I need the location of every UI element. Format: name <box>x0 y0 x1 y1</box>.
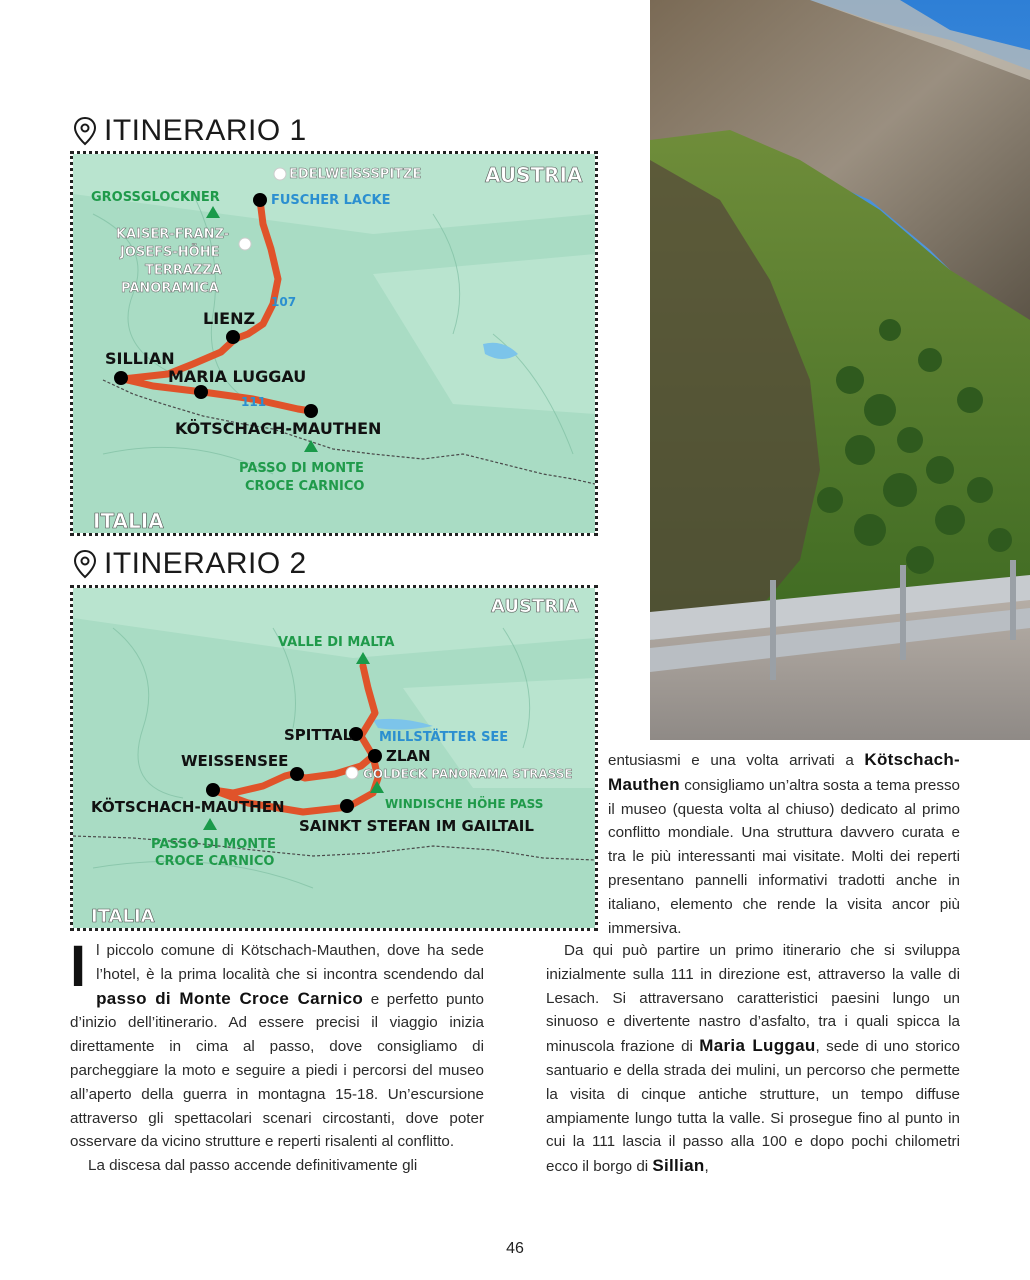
right-column-bottom-text <box>546 939 960 1179</box>
location-pin-icon <box>72 116 98 146</box>
stop-marker-zlan <box>368 749 382 763</box>
country-label-austria: AUSTRIA <box>491 596 579 617</box>
stop-marker-weissensee <box>290 767 304 781</box>
country-label-italia: ITALIA <box>93 509 164 533</box>
poi-marker-goldeck <box>346 767 358 779</box>
text-span: Da qui può partire un primo itinerario che si sviluppa inizialmente sulla 111 in direzione est, attraverso la valle di Lesach. Si attraversano caratteristici paesini lungo un sinuoso e divertente nastro d’asfalto, tra i quali spicca la minuscola frazione di <box>546 942 960 1056</box>
paragraph <box>70 934 484 1154</box>
label-lienz: LIENZ <box>203 309 256 328</box>
label-kaiser-line4: PANORAMICA <box>121 281 219 296</box>
text-span: , <box>704 1158 709 1176</box>
right-column-top-text <box>608 748 960 940</box>
label-kaiser-line1: KAISER-FRANZ- <box>116 227 230 242</box>
poi-marker-edelweiss <box>274 168 286 180</box>
bold-term: passo di Monte Croce Carnico <box>96 988 364 1008</box>
label-edelweiss: EDELWEISSSPITZE <box>289 167 422 182</box>
stop-marker-lienz <box>226 330 240 344</box>
stop-marker-kotschach <box>206 783 220 797</box>
country-label-italia: ITALIA <box>91 906 155 927</box>
label-spittal: SPITTAL <box>284 726 353 744</box>
page-number: 46 <box>506 1240 524 1257</box>
stop-marker-fuscher <box>253 193 267 207</box>
label-goldeck: GOLDECK PANORAMA STRASSE <box>363 767 573 781</box>
itinerary-2-map <box>70 585 598 931</box>
label-maria-luggau: MARIA LUGGAU <box>168 367 307 386</box>
photo-illustration <box>650 0 1030 740</box>
itinerary-1-title: ITINERARIO 1 <box>104 114 307 147</box>
label-passo-line2: CROCE CARNICO <box>245 479 365 494</box>
location-pin-icon <box>72 549 98 579</box>
poi-marker-kaiser <box>239 238 251 250</box>
label-kotschach: KÖTSCHACH-MAUTHEN <box>91 798 285 816</box>
stop-marker-stefan <box>340 799 354 813</box>
text-span: l piccolo comune di Kötschach-Mauthen, dove ha sede l’hotel, è la prima località che si incontra scendendo dal <box>96 942 484 983</box>
bold-term: Maria Luggau <box>699 1036 816 1056</box>
label-zlan: ZLAN <box>386 747 431 765</box>
label-passo-line1: PASSO DI MONTE <box>151 837 276 852</box>
itinerary-2-title: ITINERARIO 2 <box>104 547 307 580</box>
label-kaiser-line2: JOSEFS-HÖHE <box>120 245 220 260</box>
label-passo-line2: CROCE CARNICO <box>155 854 275 869</box>
label-valle-di-malta: VALLE DI MALTA <box>278 635 395 650</box>
paragraph <box>608 748 960 940</box>
label-stefan: SAINKT STEFAN IM GAILTAIL <box>299 817 534 835</box>
bold-term: Sillian <box>652 1156 705 1176</box>
paragraph: La discesa dal passo accende definitivamente gli <box>88 1157 418 1175</box>
mountain-road-photo <box>650 0 1030 740</box>
itinerary-1-map <box>70 151 598 536</box>
dropcap: I <box>70 934 87 999</box>
label-grossglockner: GROSSGLOCKNER <box>91 190 220 205</box>
label-sillian: SILLIAN <box>105 349 175 368</box>
text-span: e perfetto punto d’inizio dell’itinerario. Ad essere precisi il viaggio inizia direttamente in cima al passo, dove consigliamo di parcheggiare la moto e seguire a piedi i percorsi del museo all’aperto della guerra in montagna 15-18. Un’escursione attraverso gli spettacolari scenari circostanti, dove poter osservare da vicino strutture e reperti risalenti al conflitto. <box>70 990 484 1151</box>
bold-term: Kötschach-Mauthen <box>608 750 960 794</box>
label-kaiser-line3: TERRAZZA <box>145 263 222 278</box>
label-kotschach: KÖTSCHACH-MAUTHEN <box>175 419 382 438</box>
label-road-111: 111 <box>241 395 267 409</box>
label-weissensee: WEISSENSEE <box>181 752 289 770</box>
country-label-austria: AUSTRIA <box>485 163 583 187</box>
stop-marker-sillian <box>114 371 128 385</box>
itinerary-1-heading <box>72 114 307 148</box>
label-fuscher: FUSCHER LACKE <box>271 193 391 208</box>
stop-marker-kotschach <box>304 404 318 418</box>
itinerary-2-heading <box>72 547 307 581</box>
label-millstatter: MILLSTÄTTER SEE <box>379 730 509 745</box>
stop-marker-maria-luggau <box>194 385 208 399</box>
left-column-text <box>70 934 484 1178</box>
paragraph <box>546 939 960 1179</box>
label-road-107: 107 <box>271 295 297 309</box>
text-span: consigliamo un’altra sosta a tema presso il museo (questa volta al chiuso) dedicato al primo conflitto mondiale. Una struttura davvero curata e tra le più interessanti mai visitate. Molti dei reperti presentano pannelli informativi tradotti anche in italiano, elemento che rende la visita ancor più immersiva. <box>608 776 960 937</box>
label-passo-line1: PASSO DI MONTE <box>239 461 364 476</box>
label-windische: WINDISCHE HÖHE PASS <box>385 797 544 811</box>
text-span: entusiasmi e una volta arrivati a <box>608 752 865 769</box>
text-span: , sede di uno storico santuario e della strada dei mulini, un percorso che permette la visita di cinque antiche strutture, un tempo diffuse ampiamente lungo tutta la valle. Si prosegue fino al punto in cui la 111 lascia il passo alla 100 e dopo pochi chilometri ecco il borgo di <box>546 1038 961 1176</box>
